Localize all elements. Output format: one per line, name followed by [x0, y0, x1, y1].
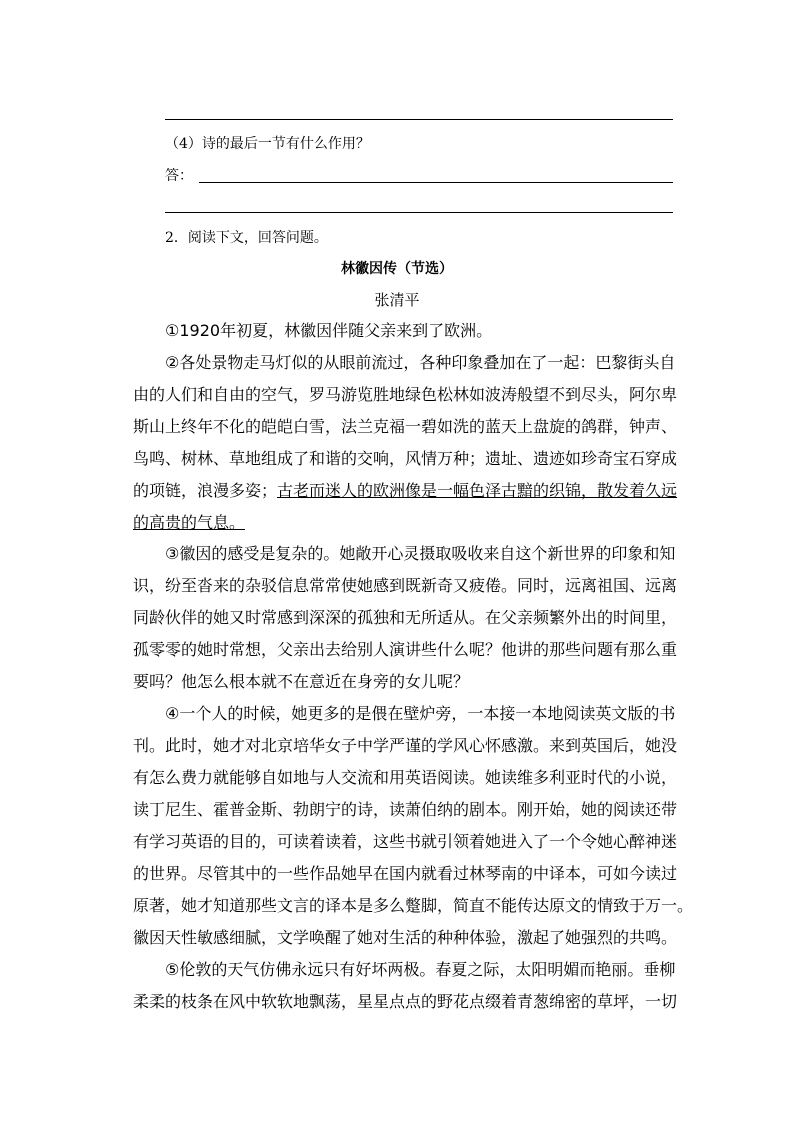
paragraph-line: 由的人们和自由的空气，罗马游览胜地绿色松林如波涛般望不到尽头，阿尔卑: [133, 385, 678, 404]
paragraph-line: ①1920年初夏，林徽因伴随父亲来到了欧洲。: [165, 321, 493, 340]
paragraph-line: 识，纷至沓来的杂驳信息常常使她感到既新奇又疲倦。同时，远离祖国、远离: [133, 576, 678, 595]
paragraph-line: 柔柔的枝条在风中软软地飘荡，星星点点的野花点缀着青葱绵密的草坪，一切: [133, 992, 678, 1011]
question-4: （4）诗的最后一节有什么作用？: [165, 136, 370, 152]
article-author: 张清平: [374, 291, 420, 309]
paragraph-text: 的项链，浪漫多姿；: [133, 481, 278, 500]
article-title: 林徽因传（节选）: [341, 261, 453, 277]
answer-line: [165, 212, 673, 213]
paragraph-line: 斯山上终年不化的皑皑白雪，法兰克福一碧如洗的蓝天上盘旋的鸽群，钟声、: [133, 417, 678, 436]
paragraph-line: 刊。此时，她才对北京培华女子中学严谨的学风心怀感激。来到英国后，她没: [133, 736, 678, 755]
answer-line: [199, 182, 673, 183]
paragraph-line: 要吗？他怎么根本就不在意近在身旁的女儿呢？: [133, 672, 470, 691]
paragraph-line: 有学习英语的目的，可读着读着，这些书就引领着她进入了一个令她心醉神迷: [133, 832, 678, 851]
section-instruction: 2．阅读下文，回答问题。: [165, 230, 328, 246]
paragraph-line: 的世界。尽管其中的一些作品她早在国内就看过林琴南的中译本，可如今读过: [133, 864, 678, 883]
paragraph-line: 原著，她才知道那些文言的译本是多么蹩脚，简直不能传达原文的情致于万一。: [133, 896, 694, 915]
paragraph-line: 读丁尼生、霍普金斯、勃朗宁的诗，读萧伯纳的剧本。刚开始，她的阅读还带: [133, 800, 678, 819]
paragraph-line: 同龄伙伴的她又时常感到深深的孤独和无所适从。在父亲频繁外出的时间里，: [133, 608, 678, 627]
paragraph-line: ②各处景物走马灯似的从眼前流过，各种印象叠加在了一起：巴黎街头自: [165, 353, 676, 372]
paragraph-line: ④一个人的时候，她更多的是偎在壁炉旁，一本接一本地阅读英文版的书: [165, 704, 676, 723]
paragraph-line: ③徽因的感受是复杂的。她敞开心灵摄取吸收来自这个新世界的印象和知: [165, 544, 676, 563]
paragraph-line: 孤零零的她时常想，父亲出去给别人演讲些什么呢？他讲的那些问题有那么重: [133, 640, 678, 659]
paragraph-line: ⑤伦敦的天气仿佛永远只有好坏两极。春夏之际，太阳明媚而艳丽。垂柳: [165, 960, 676, 979]
paragraph-line: [133, 507, 675, 539]
underlined-sentence: 的高贵的气息。: [133, 513, 246, 532]
paragraph-line: 鸟鸣、树林、草地组成了和谐的交响，风情万种；遗址、遗迹如珍奇宝石穿成: [133, 449, 678, 468]
paragraph-line: 有怎么费力就能够自如地与人交流和用英语阅读。她读维多利亚时代的小说，: [133, 768, 678, 787]
paragraph-line: 徽因天性敏感细腻，文学唤醒了她对生活的种种体验，激起了她强烈的共鸣。: [133, 928, 678, 947]
answer-label: 答：: [165, 168, 193, 184]
underlined-sentence: 古老而迷人的欧洲像是一幅色泽古黯的织锦，散发着久远: [277, 481, 678, 500]
paragraph-line: [133, 475, 678, 507]
answer-line: [165, 119, 673, 120]
